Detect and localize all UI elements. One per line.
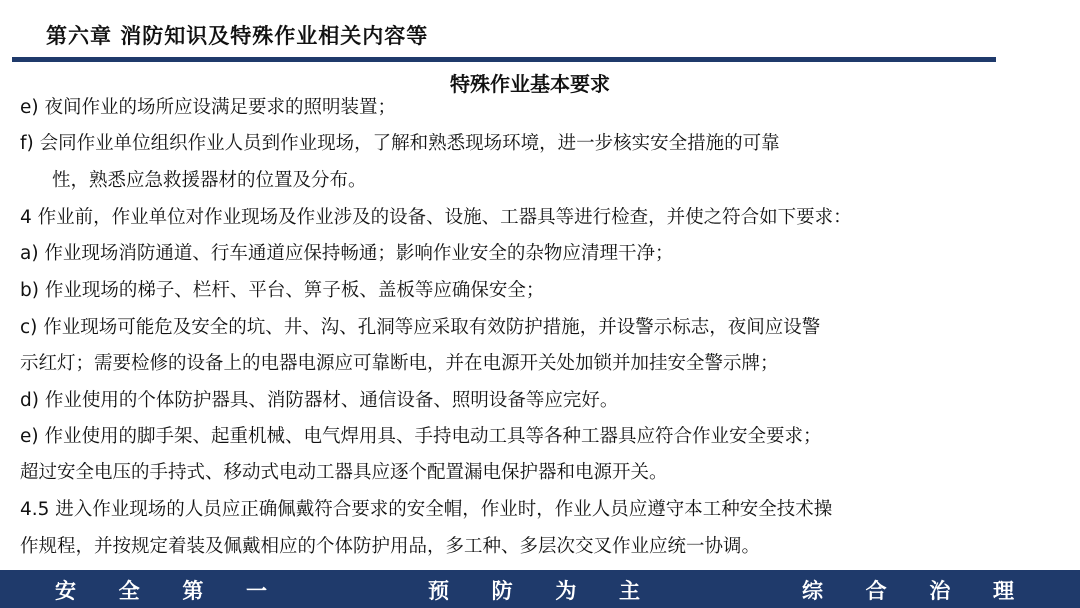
footer-char: 综 <box>802 579 823 603</box>
body-line: b) 作业现场的梯子、栏杆、平台、箅子板、盖板等应确保安全； <box>20 280 545 301</box>
body-line: e) 夜间作业的场所应设满足要求的照明装置； <box>20 97 396 118</box>
footer-slogan-prevention <box>428 575 640 605</box>
body-line: c) 作业现场可能危及安全的坑、井、沟、孔洞等应采取有效防护措施，并设警示标志，夜间应设警 <box>20 317 821 338</box>
body-line: e) 作业使用的脚手架、起重机械、电气焊用具、手持电动工具等各种工器具应符合作业安全要求； <box>20 426 822 447</box>
footer-char: 安 <box>55 579 76 603</box>
footer-char: 一 <box>245 579 267 603</box>
body-line: 超过安全电压的手持式、移动式电动工器具应逐个配置漏电保护器和电源开关。 <box>20 462 668 483</box>
footer-slogan-governance <box>802 575 1014 605</box>
footer-char: 治 <box>929 579 951 603</box>
body-line: 性，熟悉应急救援器材的位置及分布。 <box>52 170 367 191</box>
page-title: 第六章 消防知识及特殊作业相关内容等 <box>46 24 429 48</box>
footer-char: 合 <box>865 579 887 603</box>
body-line: 4 作业前，作业单位对作业现场及作业涉及的设备、设施、工器具等进行检查，并使之符合如下要求： <box>20 207 852 228</box>
footer-char: 为 <box>555 579 577 603</box>
footer-char: 全 <box>118 579 140 603</box>
footer-char: 第 <box>182 579 204 603</box>
body-line: 作规程，并按规定着装及佩戴相应的个体防护用品，多工种、多层次交叉作业应统一协调。 <box>20 536 761 557</box>
body-line: a) 作业现场消防通道、行车通道应保持畅通；影响作业安全的杂物应清理干净； <box>20 243 674 264</box>
body-line: f) 会同作业单位组织作业人员到作业现场，了解和熟悉现场环境，进一步核实安全措施的可靠 <box>20 133 780 154</box>
body-line: 示红灯；需要检修的设备上的电器电源应可靠断电，并在电源开关处加锁并加挂安全警示牌； <box>20 353 779 374</box>
footer-char: 理 <box>992 579 1014 603</box>
body-line: 4.5 进入作业现场的人员应正确佩戴符合要求的安全帽，作业时，作业人员应遵守本工种安全技术操 <box>20 499 833 520</box>
body-line: d) 作业使用的个体防护器具、消防器材、通信设备、照明设备等应完好。 <box>20 390 619 411</box>
footer-char: 预 <box>428 579 449 603</box>
footer-char: 主 <box>618 579 640 603</box>
footer-char: 防 <box>491 579 513 603</box>
footer-slogan-safety <box>55 575 267 605</box>
section-title: 特殊作业基本要求 <box>450 72 610 96</box>
